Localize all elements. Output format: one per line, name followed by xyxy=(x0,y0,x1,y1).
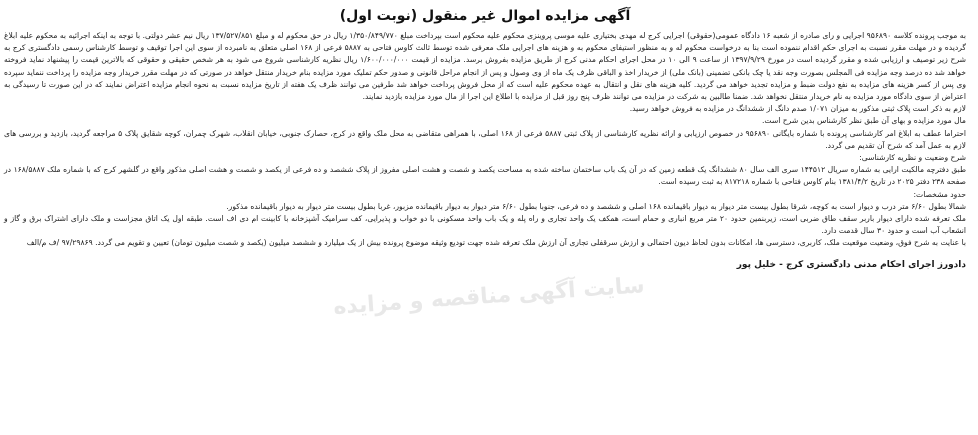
paragraph-boundaries: شمالا بطول ۶/۶۰ متر درب و دیوار است به کوچه، شرقا بطول بیست متر دیوار به دیوار باقیمانده ۱۶۸ اصلی و ششصد و ده فرعی، جنوبا بطول ۶/۶۰ متر دیوار به دیوار باقیمانده مزبور، غربا بطول بیست متر دیوار به دیوار باقیمانده مذکور. xyxy=(226,201,966,211)
section-heading-boundaries: حدود مشخصات: xyxy=(913,189,966,199)
notice-content xyxy=(4,6,966,272)
notice-body xyxy=(4,30,966,250)
paragraph-asset-intro: مال مورد مزایده و بهای آن طبق نظر کارشناس بدین شرح است. xyxy=(762,116,966,126)
paragraph-main: به موجب پرونده کلاسه ۹۵۶۸۹۰ اجرایی و رای صادره از شعبه ۱۶ دادگاه عمومی(حقوقی) اجرایی کرج له مهدی بختیاری علیه موسی پروینزی محکوم علیه محکوم است بپرداخت مبلغ ۱/۳۵۰/۸۴۹/۷۷۰ ریال در حق محکوم له و مبلغ ۱۳۷/۵۲۷/۸۵۱ ریال نیم عشر دولتی. با توجه به اینکه اجرائیه به محکوم علیه ابلاغ گردیده و در مهلت مقرر نسبت به اجرای حکم اقدام ننموده است بنا به درخواست محکوم له و به منظور استیفای محکوم به و هزینه های اجرایی ملک معرفی شده توسط ثالث کاوس فتاحی به ۵۸۸۷ فرعی از ۱۶۸ اصلی متعلق به نامبرده از سوی این اجرا توقیف و توسط کارشناس رسمی دادگستری کرج به شرح زیر توصیف و ارزیابی شده و مقرر گردیده است در مورخ ۱۳۹۷/۹/۲۹ از ساعت ۹ الی ۱۰ در محل اجرای احکام مدنی کرج از طریق مزایده بفروش برسد. مزایده از قیمت ۱/۶۰۰/۰۰۰/۰۰۰ ریال نظریه کارشناسی شروع می شود به هر شخص حقیقی و حقوقی که بالاترین قیمت را پیشنهاد نماید فروخته خواهد شد ده درصد وجه مزایده فی المجلس بصورت وجه نقد یا چک بانکی تضمینی (بانک ملی) از خریدار اخذ و الباقی ظرف یک ماه از وی وصول و پس از انجام مراحل قانونی و صدور حکم تملیک مورد مزایده بنام خریدار منتقل خواهد در صورتی که در مهلت مقرر خریدار وجه مزایده را پرداخت ننماید سپرده وی پس از کسر هزینه های مزایده به نفع دولت ضبط و مزایده تجدید خواهد می گردید. کلیه هزینه های نقل و انتقال به عهده محکوم علیه است که از محل فروش پرداخت خواهد شد طرفین می توانند ظرف یک هفته از تاریخ مزایده نسبت به نحوه انجام مزایده اعتراض نمایند که در این صورت تا رسیدگی به اعتراض از سوی دادگاه مورد مزایده به نام خریدار منتقل نخواهد شد. ضمنا طالبین به شرکت در مزایده می توانند ظرف پنج روز قبل از مزایده با اطلاع این اجرا از مال مورد مزایده بازدید نمایند. xyxy=(4,31,967,102)
paragraph-expert-referral: احتراما عطف به ابلاغ امر کارشناسی پرونده با شماره بایگانی ۹۵۶۸۹۰ در خصوص ارزیابی و ارائه نظریه کارشناسی از پلاک ثبتی ۵۸۸۷ فرعی از ۱۶۸ اصلی، با همراهی متقاضی به محل ملک واقع در کرج، حصارک جنوبی، خیابان انقلاب، شهرک چمران، کوچه شقایق پلاک ۵ مراجعه گردید، بازدید و بررسی های لازم به عمل آمد که شرح آن تقدیم می گردد. xyxy=(4,128,966,150)
notice-page xyxy=(4,0,966,435)
signature: دادورز اجرای احکام مدنی دادگستری کرج - خلیل پور xyxy=(736,259,966,270)
notice-title: آگهی مزایده اموال غیر منقول (نوبت اول) xyxy=(339,8,631,24)
paragraph-ownership: طبق دفترچه مالکیت ارایی به شماره سریال ۱۴۴۵۱۲ سری الف سال ۸۰ ششدانگ یک قطعه زمین که در آن یک باب ساختمان ساخته شده به مساحت یکصد و شصت و هشت اصلی مفروز از پلاک ششصد و ده فرعی از یکصد و شصت و هشت اصلی مذکور واقع در گلشهر کرج که با شماره ملک ۱۶۸/۵۸۸۷ در صفحه ۲۳۸ دفتر ۲۰۲۵ در تاریخ ۱۳۸۱/۴/۲ بنام کاوس فتاحی با شماره ۸۱۷۲۱۸ به ثبت رسیده است. xyxy=(4,165,966,187)
paragraph-valuation: با عنایت به شرح فوق، وضعیت موقعیت ملک، کاربری، دسترسی ها، امکانات بدون لحاظ دیون احتمالی و ارزش سرقفلی تجاری آن ارزش ملک تعرفه شده جهت تودیع وثیقه موضوع پرونده بیش از یک میلیارد و ششصد میلیون (یکصد و شصت میلیون تومان) تعیین و تقویم می گردد. ۹۷/۲۹۸۶۹ /ف م/الف xyxy=(26,238,966,248)
paragraph-property-description: ملک تعرفه شده دارای دیوار باربر سقف طاق ضربی است، زیربنمین حدود ۲۰ متر مربع انباری و حمام است، همکف یک واحد تجاری و راه پله و یک باب واحد مسکونی با دو خواب و پذیرایی، کف سرامیک آشپزخانه با کابینت ام دی اف است. طبقه اول یک اتاق مجزاست و ملک دارای اشتراک برق و گاز و انشعاب آب است و حدود ۳۰ سال قدمت دارد. xyxy=(4,214,966,236)
paragraph-share-note: لازم به ذکر است پلاک ثبتی مذکور به میزان ۱/۰۷۱ صدم دانگ از ششدانگ در مزایده به فروش خواهد رسید. xyxy=(629,104,966,114)
section-heading-expert-opinion: شرح وضعیت و نظریه کارشناسی: xyxy=(859,153,966,163)
watermark: سایت آگهی مناقصه و مزایده xyxy=(332,273,646,320)
